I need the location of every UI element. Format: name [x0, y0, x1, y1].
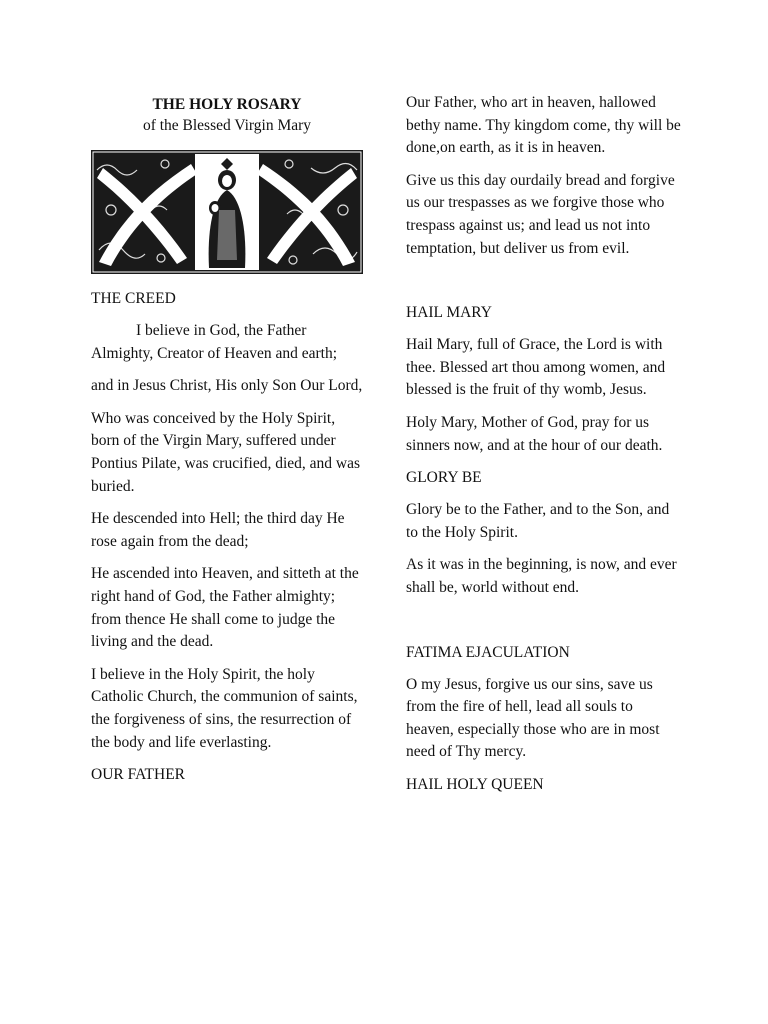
right-column [406, 92, 682, 796]
glory-be-paragraph: Glory be to the Father, and to the Son, and to the Holy Spirit. [406, 501, 670, 541]
fatima-heading: FATIMA EJACULATION [406, 643, 570, 661]
creed-paragraph: I believe in the Holy Spirit, the holy Catholic Church, the communion of saints, the forgiveness of sins, the resurrection of the body and life everlasting. [91, 665, 358, 751]
hail-mary-heading: HAIL MARY [406, 304, 492, 322]
virgin-mary-woodcut-image [91, 150, 363, 274]
hail-mary-paragraph: Holy Mary, Mother of God, pray for us sinners now, and at the hour of our death. [406, 413, 663, 454]
creed-paragraph: and in Jesus Christ, His only Son Our Lord, [91, 377, 363, 395]
our-father-paragraph: Give us this day ourdaily bread and forgive us our trespasses as we forgive those who trespass against us; and lead us not into temptation, but deliver us from evil. [406, 171, 675, 257]
our-father-heading: OUR FATHER [91, 766, 186, 784]
creed-paragraph: I believe in God, the Father Almighty, Creator of Heaven and earth; [91, 322, 338, 362]
creed-paragraph: Who was conceived by the Holy Spirit, born of the Virgin Mary, suffered under Pontius Pilate, was crucified, died, and was buried. [91, 409, 361, 495]
page-title: THE HOLY ROSARY [152, 96, 302, 113]
page-subtitle: of the Blessed Virgin Mary [142, 117, 312, 134]
our-father-paragraph: Our Father, who art in heaven, hallowed bethy name. Thy kingdom come, thy will be done,on earth, as it is in heaven. [406, 94, 681, 157]
fatima-paragraph: O my Jesus, forgive us our sins, save us from the fire of hell, lead all souls to heaven, especially those who are in most need of Thy mercy. [406, 675, 660, 761]
creed-paragraph: He descended into Hell; the third day He rose again from the dead; [91, 510, 345, 550]
creed-paragraph: He ascended into Heaven, and sitteth at the right hand of God, the Father almighty; from thence He shall come to judge the living and the dead. [91, 565, 359, 651]
glory-be-paragraph: As it was in the beginning, is now, and ever shall be, world without end. [406, 556, 677, 596]
hail-holy-queen-heading: HAIL HOLY QUEEN [406, 775, 544, 793]
hail-mary-paragraph: Hail Mary, full of Grace, the Lord is with thee. Blessed art thou among women, and blessed is the fruit of thy womb, Jesus. [406, 336, 666, 399]
glory-be-heading: GLORY BE [406, 469, 482, 487]
creed-heading: THE CREED [91, 290, 176, 307]
left-column [91, 92, 363, 786]
